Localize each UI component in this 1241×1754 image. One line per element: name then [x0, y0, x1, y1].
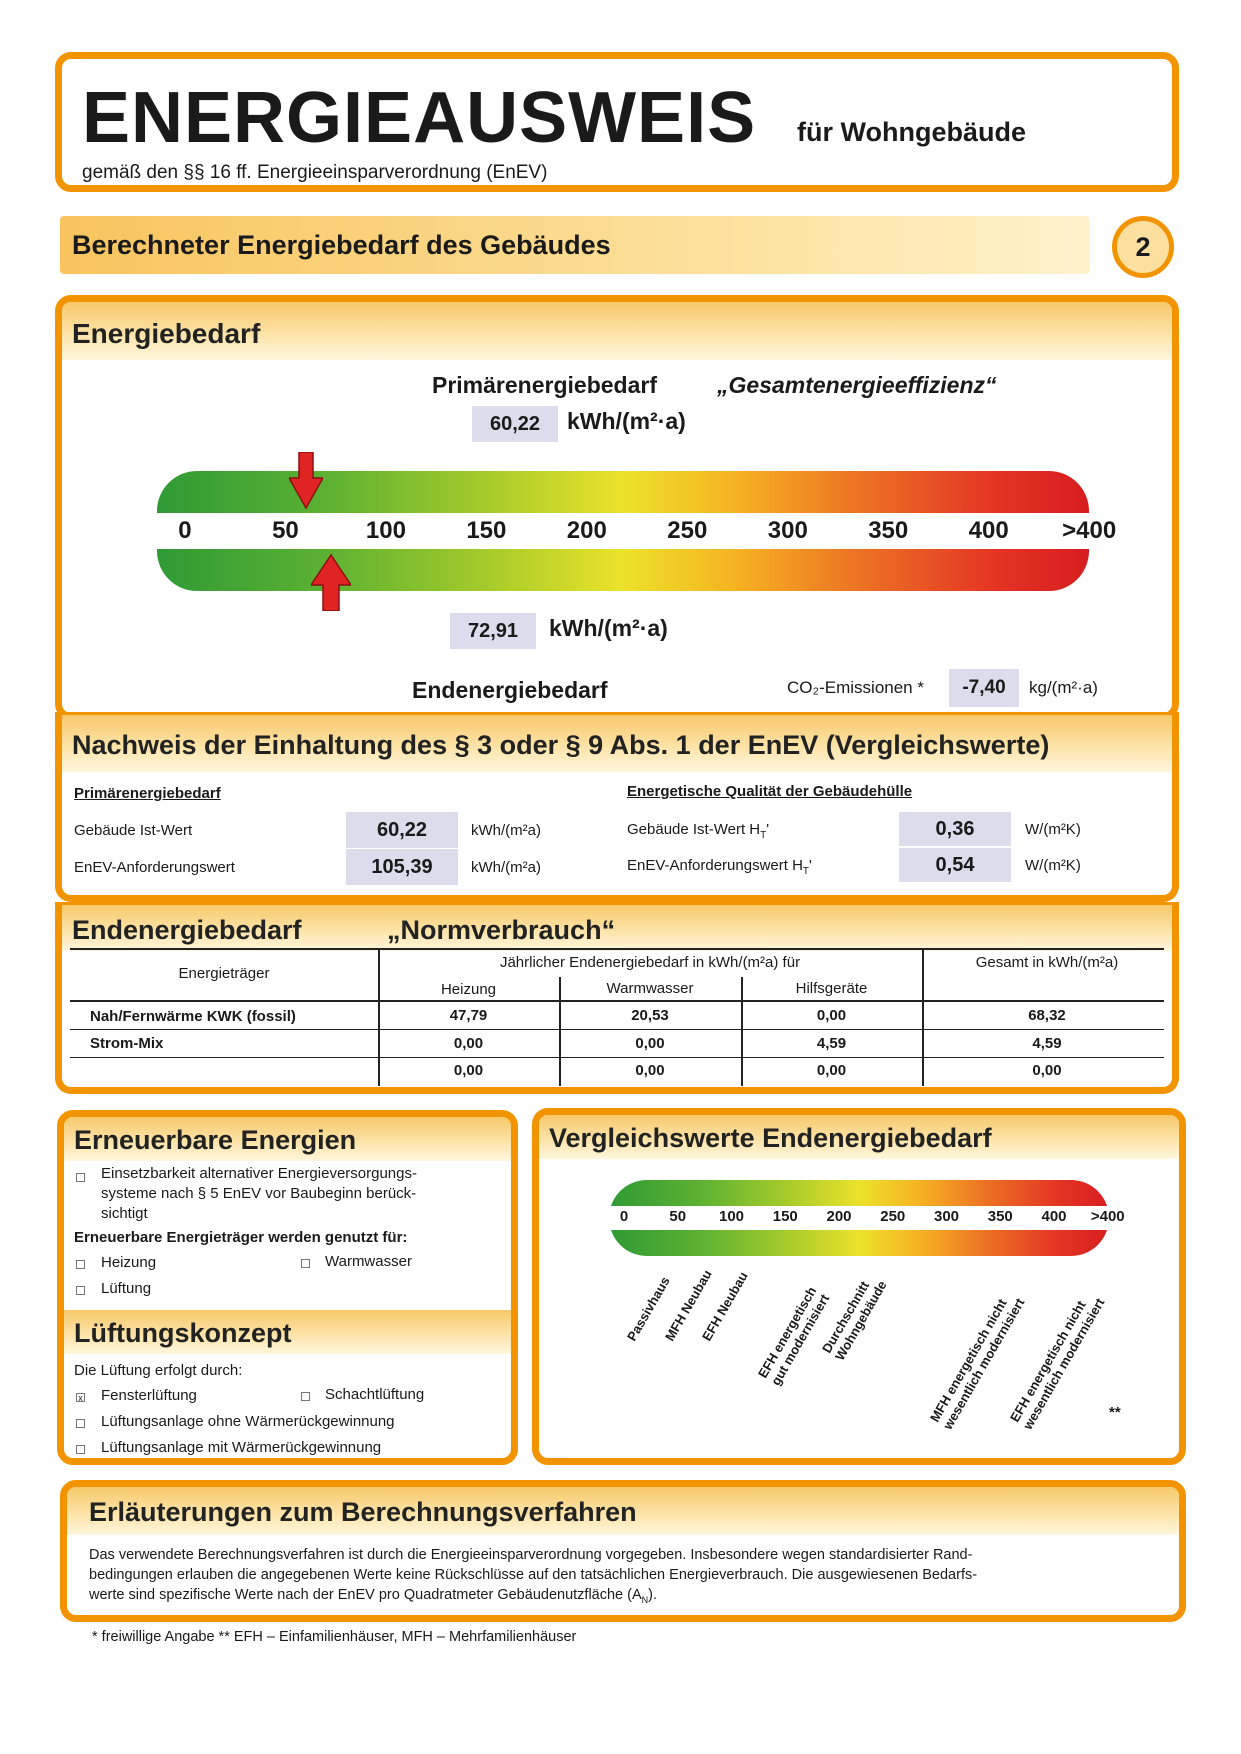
endenergie-box [55, 902, 1179, 1094]
scale-tick-5: 250 [667, 517, 708, 544]
schachtlueftung-checkbox[interactable] [301, 1392, 310, 1401]
alternative-systems-checkbox[interactable] [76, 1173, 85, 1182]
header-divider [70, 1000, 1164, 1002]
warmwasser-checkbox[interactable] [301, 1259, 310, 1268]
comparison-tick-4: 200 [826, 1208, 852, 1225]
comparison-tick-2: 100 [718, 1208, 745, 1225]
end-demand-arrow [311, 553, 351, 611]
col-warmwasser: Warmwasser [606, 980, 694, 997]
co2-label: CO₂-Emissionen * [787, 678, 924, 697]
col-gesamt: Gesamt in kWh/(m²a) [975, 954, 1119, 971]
normverbrauch-heading: „Normverbrauch“ [387, 915, 616, 945]
co2-value: -7,40 [949, 669, 1019, 707]
comparison-category-4: Durchschnitt Wohngebäude [819, 1278, 890, 1364]
nachweis-right-title: Energetische Qualität der Gebäudehülle [627, 783, 913, 800]
alternative-systems-text: Einsetzbarkeit alternativer Energieversorgungs- systeme nach § 5 EnEV vor Baubeginn berück- sichtigt [101, 1165, 417, 1222]
lueftung-renewable-checkbox[interactable] [76, 1286, 85, 1295]
row-warmwasser: 0,00 [635, 1035, 665, 1052]
row-warmwasser: 0,00 [635, 1062, 665, 1079]
erneuerbar-box [57, 1110, 518, 1465]
erlaeuterungen-line-3: werte sind spezifische Werte nach der EnEV pro Quadratmeter Gebäudenutzfläche $(A_N)$. [89, 1587, 657, 1605]
comparison-categories [539, 1115, 1179, 1460]
warmwasser-label: Warmwasser [325, 1253, 412, 1270]
comparison-tick-0: 0 [619, 1208, 629, 1225]
row-heizung: 0,00 [453, 1035, 484, 1052]
primary-demand-value: 60,22 [472, 406, 558, 442]
comparison-category-2: EFH Neubau [699, 1268, 752, 1344]
legal-basis: gemäß den §§ 16 ff. Energieeinsparverordnung (EnEV) [82, 162, 548, 183]
row-hilfs: 4,59 [816, 1035, 847, 1052]
erlaeuterungen-line-1: Das verwendete Berechnungsverfahren ist durch die Energieeinsparverordnung vorgegeben. Insbesondere wegen standardisierter Rand- [89, 1547, 973, 1563]
comparison-tick-8: 400 [1041, 1208, 1067, 1225]
erneuerbar-heading: Erneuerbare Energien [74, 1125, 357, 1155]
co2-unit: kg/(m²·a) [1029, 678, 1098, 697]
lueftung-intro: Die Lüftung erfolgt durch: [74, 1362, 243, 1379]
anforderung-label: EnEV-Anforderungswert [74, 859, 235, 876]
heizung-checkbox[interactable] [76, 1260, 85, 1269]
vergleich-box [532, 1108, 1186, 1465]
lueftungsanlage-mit-label: Lüftungsanlage mit Wärmerückgewinnung [101, 1439, 382, 1456]
lueftungsanlage-ohne-checkbox[interactable] [76, 1419, 85, 1428]
energy-scale-ticks [157, 517, 1117, 547]
document-subtitle: für Wohngebäude [797, 117, 1026, 147]
primary-demand-unit: kWh/(m²·a) [567, 408, 686, 434]
ht-anforderung-value: 0,54 [899, 848, 1011, 882]
end-demand-unit: kWh/(m²·a) [549, 615, 668, 641]
end-demand-label: Endenergiebedarf [412, 677, 608, 703]
nachweis-left-title: Primärenergiebedarf [74, 785, 221, 802]
lueftungsanlage-ohne-label: Lüftungsanlage ohne Wärmerückgewinnung [101, 1413, 395, 1430]
section-title-bar [60, 216, 1090, 274]
col-heizung: Heizung [440, 981, 497, 998]
row-total: 0,00 [1032, 1062, 1062, 1079]
primary-demand-arrow [289, 452, 323, 510]
anforderung-value: 105,39 [346, 849, 458, 885]
row-heizung: 0,00 [453, 1062, 484, 1079]
scale-tick-6: 300 [767, 517, 808, 544]
ist-wert-label: Gebäude Ist-Wert [74, 822, 193, 839]
ht-anforderung-label: EnEV-Anforderungswert $H_T'$ [627, 857, 812, 877]
lueftungsanlage-mit-checkbox[interactable] [76, 1445, 85, 1454]
col-energietraeger: Energieträger [178, 965, 270, 982]
ist-wert-value: 60,22 [346, 812, 458, 848]
comparison-tick-3: 150 [772, 1208, 798, 1225]
energiebedarf-box [55, 295, 1179, 720]
ht-ist-unit: W/(m²K) [1025, 821, 1081, 838]
header-box [55, 52, 1179, 192]
anforderung-unit: kWh/(m²a) [471, 859, 541, 876]
erlaeuterungen-heading: Erläuterungen zum Berechnungsverfahren [89, 1497, 637, 1527]
fensterlueftung-checkbox[interactable]: x [76, 1393, 85, 1402]
col-group-title: Jährlicher Endenergiebedarf in kWh/(m²a) für [499, 954, 801, 971]
scale-tick-4: 200 [566, 517, 607, 544]
row-heizung: 47,79 [449, 1007, 488, 1024]
ist-wert-unit: kWh/(m²a) [471, 822, 541, 839]
comparison-category-1: MFH Neubau [661, 1266, 715, 1344]
col-hilfsgeraete: Hilfsgeräte [795, 980, 868, 997]
page-number-badge [1112, 216, 1174, 278]
row-carrier: Nah/Fernwärme KWK (fossil) [90, 1008, 296, 1025]
heizung-label: Heizung [101, 1254, 157, 1271]
comparison-category-6: EFH energetisch nicht wesentlich modernisiert [1007, 1295, 1108, 1433]
primary-demand-label: Primärenergiebedarf [432, 372, 657, 398]
document-title: ENERGIEAUSWEIS [82, 78, 757, 158]
row-hilfs: 0,00 [816, 1007, 847, 1024]
erlaeuterungen-line-2: bedingungen erlauben die angegebenen Werte keine Rückschlüsse auf den tatsächlichen Energieverbrauch. Die ausgewiesenen Bedarfs- [89, 1567, 978, 1583]
comparison-footnote-mark: ** [1109, 1404, 1121, 1421]
nachweis-box [55, 712, 1179, 902]
row-hilfs: 0,00 [816, 1062, 847, 1079]
comparison-tick-7: 350 [987, 1208, 1013, 1225]
row-total: 68,32 [1028, 1007, 1066, 1024]
comparison-category-0: Passivhaus [624, 1273, 673, 1344]
scale-tick-8: 400 [968, 517, 1009, 544]
ht-anforderung-unit: W/(m²K) [1025, 857, 1081, 874]
comparison-tick-1: 50 [669, 1208, 687, 1225]
end-demand-value: 72,91 [450, 613, 536, 649]
erlaeuterungen-box [60, 1480, 1186, 1622]
energiebedarf-heading: Energiebedarf [72, 318, 261, 349]
row-divider-1 [70, 1029, 1164, 1030]
section-title: Berechneter Energiebedarf des Gebäudes [72, 230, 611, 260]
comparison-tick-5: 250 [880, 1208, 906, 1225]
efficiency-label: „Gesamtenergieeffizienz“ [717, 372, 997, 398]
comparison-category-5: MFH energetisch nicht wesentlich modernisiert [926, 1295, 1027, 1433]
endenergie-heading: Endenergiebedarf [72, 915, 302, 945]
row-warmwasser: 20,53 [631, 1007, 669, 1024]
row-carrier: Strom-Mix [90, 1035, 164, 1052]
scale-tick-1: 50 [272, 517, 299, 544]
table-border-top [70, 948, 1164, 950]
nachweis-heading: Nachweis der Einhaltung des § 3 oder § 9 Abs. 1 der EnEV (Vergleichswerte) [72, 730, 1050, 760]
lueftung-renewable-label: Lüftung [101, 1280, 152, 1297]
scale-tick-3: 150 [466, 517, 507, 544]
row-total: 4,59 [1032, 1035, 1062, 1052]
ht-ist-label: Gebäude Ist-Wert $H_T'$ [627, 821, 770, 841]
vergleich-heading: Vergleichswerte Endenergiebedarf [549, 1123, 992, 1153]
comparison-category-3: EFH energetisch gut modernisiert [754, 1284, 832, 1389]
schachtlueftung-label: Schachtlüftung [325, 1386, 425, 1403]
erlaeuterungen-text [89, 1545, 977, 1610]
used-for-label: Erneuerbare Energieträger werden genutzt für: [74, 1229, 408, 1246]
footnote: * freiwillige Angabe ** EFH – Einfamilienhäuser, MFH – Mehrfamilienhäuser [92, 1629, 577, 1645]
ht-ist-value: 0,36 [899, 812, 1011, 846]
fensterlueftung-label: Fensterlüftung [101, 1387, 197, 1404]
scale-tick-0: 0 [178, 517, 192, 544]
lueftung-heading: Lüftungskonzept [74, 1318, 292, 1348]
scale-tick-9: >400 [1062, 517, 1117, 544]
row-divider-2 [70, 1057, 1164, 1058]
comparison-tick-9: >400 [1090, 1208, 1125, 1225]
scale-tick-7: 350 [868, 517, 909, 544]
page-number: 2 [1135, 232, 1151, 262]
comparison-tick-6: 300 [933, 1208, 960, 1225]
scale-tick-2: 100 [365, 517, 406, 544]
